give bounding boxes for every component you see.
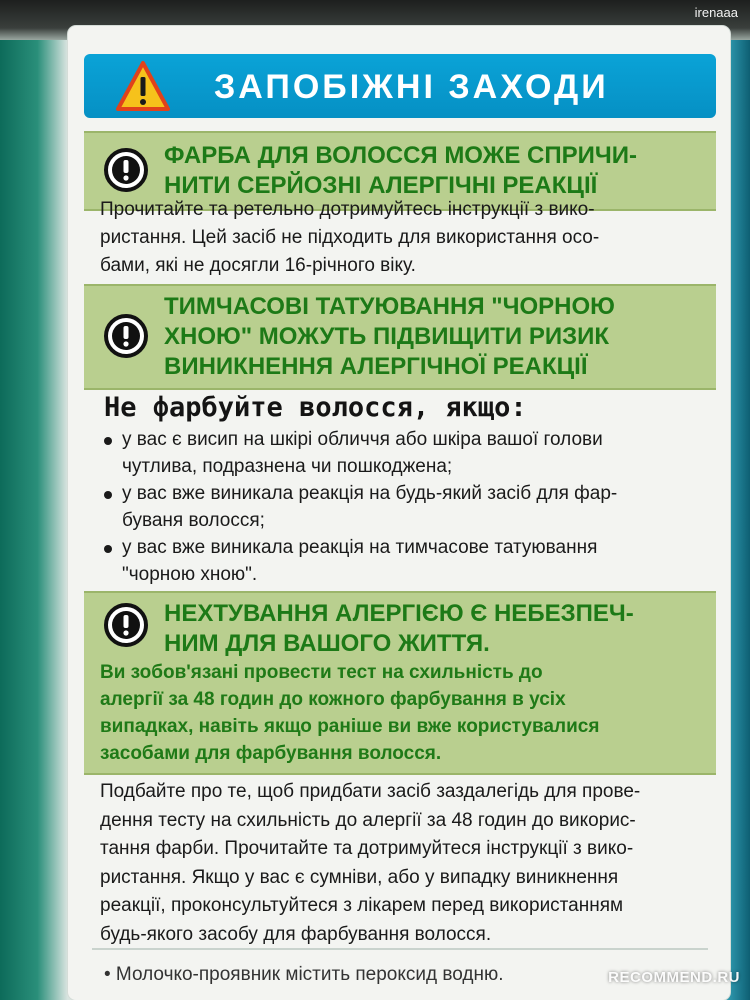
peroxide-note: • Молочко-проявник містить пероксид водню. (104, 964, 504, 985)
exclamation-icon (104, 603, 148, 647)
do-not-dye-list (100, 426, 730, 588)
list-item: у вас вже виникала реакція на будь-який засіб для фар- буваня волосся; (100, 480, 730, 534)
precautions-header (84, 54, 716, 118)
watermark-username: irenaaa (694, 5, 738, 20)
purchase-advice-paragraph: Подбайте про те, щоб придбати засіб заздалегідь для прове- дення тесту на схильність до алергії за 48 годин до викорис- тання фарби. Прочитайте та дотримуйтеся інструкції з вико- ристання. Якщо у вас є сумніви, або у випадку виникнення реакції, проконсультуйтеся з лікарем перед використанням будь-якого засобу для фарбування волосся. (100, 781, 641, 945)
allergy-test-paragraph: Ви зобов'язані провести тест на схильність до алергії за 48 годин до кожного фарбування в усіх випадках, навіть якщо раніше ви вже користувалися засобами для фарбування волосся. (100, 662, 600, 764)
divider (92, 948, 708, 950)
warning-box-danger (84, 591, 716, 775)
list-item: у вас вже виникала реакція на тимчасове татуювання "чорною хною". (100, 534, 730, 588)
package-panel (68, 26, 730, 1000)
warning-box-henna (84, 284, 716, 390)
list-item: у вас є висип на шкірі обличчя або шкіра вашої голови чутлива, подразнена чи пошкоджена; (100, 426, 730, 480)
do-not-dye-heading: Не фарбуйте волосся, якщо: (104, 392, 527, 423)
instructions-paragraph: Прочитайте та ретельно дотримуйтесь інструкції з вико- ристання. Цей засіб не підходить для використання осо- бами, які не досягли 16-річного віку. (100, 199, 600, 276)
page-title: ЗАПОБІЖНІ ЗАХОДИ (214, 68, 609, 106)
warning-title-allergy: ФАРБА ДЛЯ ВОЛОССЯ МОЖЕ СПРИЧИ- НИТИ СЕРЙОЗНІ АЛЕРГІЧНІ РЕАКЦІЇ (164, 142, 637, 199)
watermark-site: RECOMMEND.RU (608, 969, 740, 986)
warning-title-danger: НЕХТУВАННЯ АЛЕРГІЄЮ Є НЕБЕЗПЕЧ- НИМ ДЛЯ ВАШОГО ЖИТТЯ. (164, 600, 634, 657)
warning-title-henna: ТИМЧАСОВІ ТАТУЮВАННЯ "ЧОРНОЮ ХНОЮ" МОЖУТЬ ПІДВИЩИТИ РИЗИК ВИНИКНЕННЯ АЛЕРГІЧНОЇ РЕАКЦІЇ (164, 293, 615, 380)
warning-triangle-icon (116, 60, 170, 112)
exclamation-icon (104, 148, 148, 192)
exclamation-icon (104, 314, 148, 358)
